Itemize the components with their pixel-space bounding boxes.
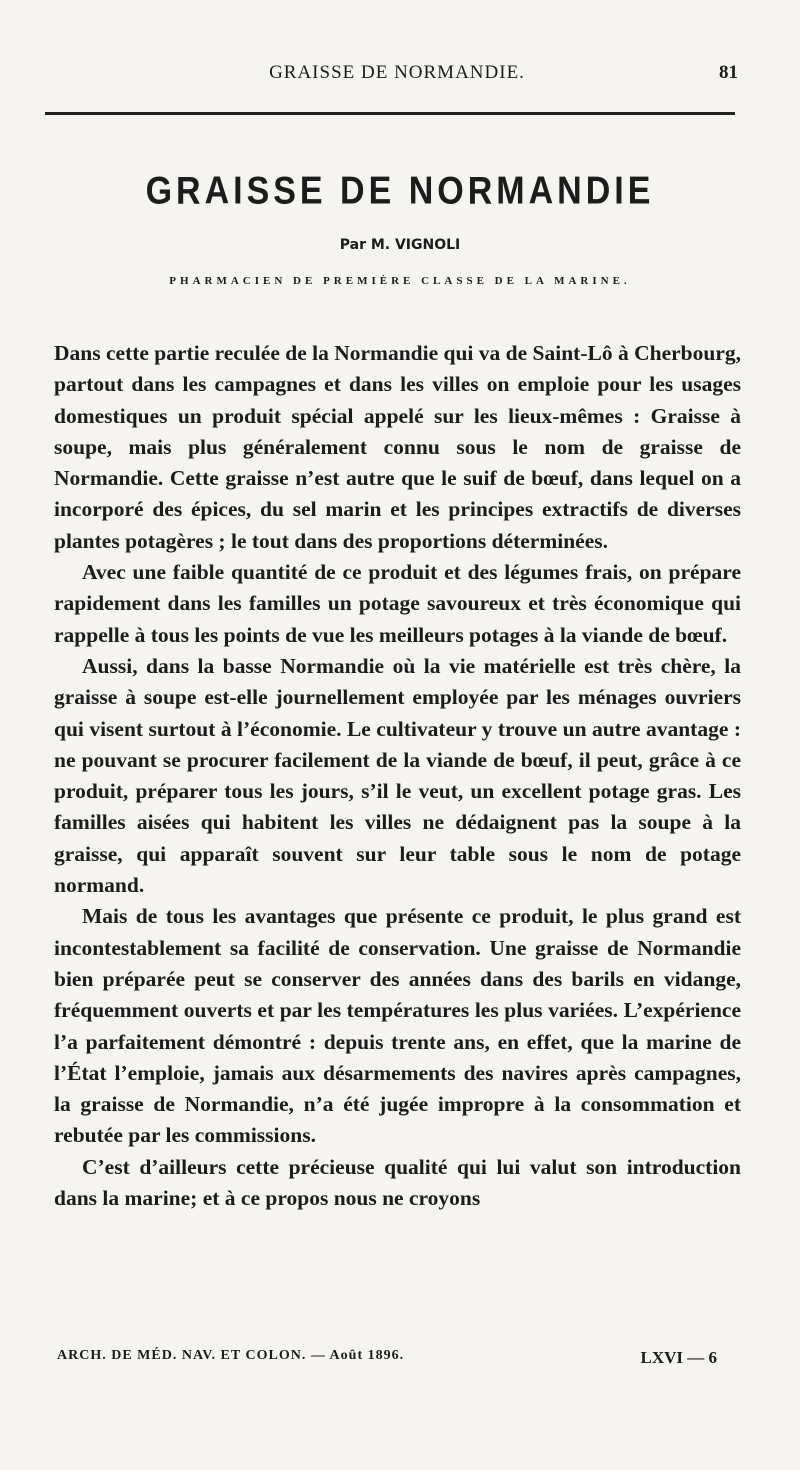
paragraph: C’est d’ailleurs cette précieuse qualité qui lui valut son introduction dans la marine; et à ce propos nous ne croyons xyxy=(54,1154,741,1211)
page-footer xyxy=(57,1348,737,1372)
header-rule xyxy=(45,112,735,115)
author-byline: Par M. VIGNOLI xyxy=(339,237,461,253)
author-affiliation: PHARMACIEN DE PREMIÈRE CLASSE DE LA MARINE. xyxy=(169,275,631,287)
running-header xyxy=(52,58,742,88)
journal-citation: ARCH. DE MÉD. NAV. ET COLON. — Août 1896. xyxy=(57,1348,405,1363)
paragraph: Aussi, dans la basse Normandie où la vie matérielle est très chère, la graisse à soupe est-elle journellement employée par les ménages ouvriers qui visent surtout à l’économie. Le cultivateur y trouve un autre avantage : ne pouvant se procurer facilement de la viande de bœuf, il peut, grâce à ce produit, préparer tous les jours, s’il le veut, un excellent potage gras. Les familles aisées qui habitent les villes ne dédaignent pas la soupe à la graisse, qui apparaît souvent sur leur table sous le nom de potage normand. xyxy=(54,653,741,898)
page-number: 81 xyxy=(719,62,738,83)
paragraph: Avec une faible quantité de ce produit et des légumes frais, on prépare rapidement dans les familles un potage savoureux et très économique qui rappelle à tous les points de vue les meilleurs potages à la viande de bœuf. xyxy=(54,560,741,647)
volume-sheet: LXVI — 6 xyxy=(640,1348,717,1367)
article-title: GRAISSE DE NORMANDIE xyxy=(145,169,655,213)
running-title: GRAISSE DE NORMANDIE. xyxy=(269,62,525,83)
paragraph: Mais de tous les avantages que présente ce produit, le plus grand est incontestablement sa facilité de conservation. Une graisse de Normandie bien préparée peut se conserver des années dans des barils en vidange, fréquemment ouverts et par les températures les plus variées. L’expérience l’a parfaitement démontré : depuis trente ans, en effet, que la marine de l’État l’emploie, jamais aux désarmements des navires après campagnes, la graisse de Normandie, n’a été jugée impropre à la consommation et rebutée par les commissions. xyxy=(54,904,741,1148)
paragraph: Dans cette partie reculée de la Normandie qui va de Saint-Lô à Cherbourg, partout dans les campagnes et dans les villes on emploie pour les usages domestiques un produit spécial appelé sur les lieux-mêmes : Graisse à soupe, mais plus généralement connu sous le nom de graisse de Normandie. Cette graisse n’est autre que le suif de bœuf, dans lequel on a incorporé des épices, du sel marin et les principes extractifs de diverses plantes potagères ; le tout dans des proportions déterminées. xyxy=(54,341,741,553)
article-body xyxy=(54,338,741,1214)
